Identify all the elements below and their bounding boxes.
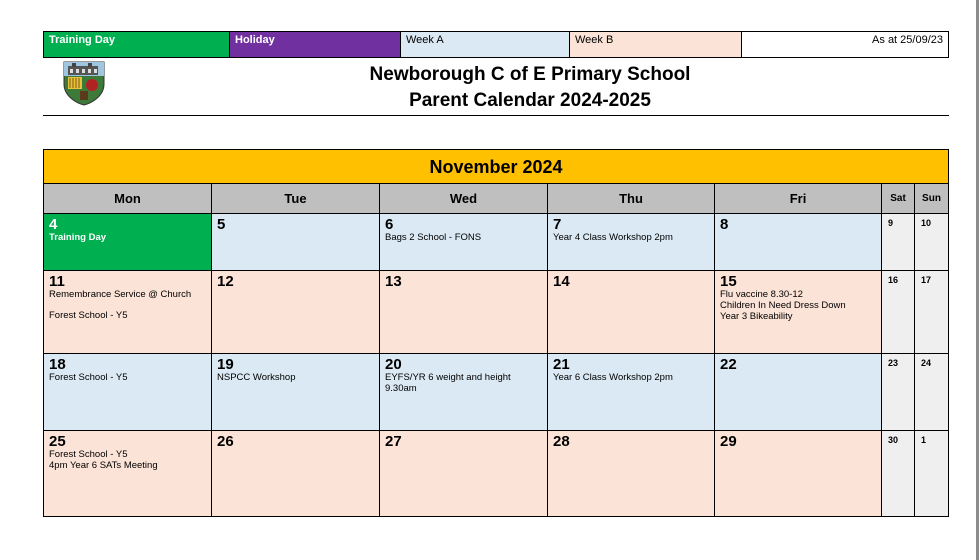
calendar-event: Year 6 Class Workshop 2pm bbox=[553, 372, 673, 383]
page-title bbox=[250, 62, 810, 114]
day-cell-22 bbox=[715, 354, 881, 430]
weekday-header-wed: Wed bbox=[380, 184, 547, 213]
calendar-event: EYFS/YR 6 weight and height 9.30am bbox=[385, 372, 511, 394]
day-cell-5 bbox=[212, 214, 379, 270]
day-cell-28 bbox=[548, 431, 714, 516]
day-cell-19 bbox=[212, 354, 379, 430]
legend-week-b: Week B bbox=[570, 32, 742, 57]
weekday-header-sun: Sun bbox=[915, 184, 948, 213]
calendar-event: Year 3 Bikeability bbox=[720, 311, 793, 322]
legend-training-day: Training Day bbox=[44, 32, 230, 57]
calendar-event: Remembrance Service @ Church bbox=[49, 289, 192, 300]
day-number: 14 bbox=[553, 273, 570, 290]
header-divider bbox=[43, 115, 949, 116]
weekday-header-fri: Fri bbox=[715, 184, 881, 213]
day-number: 22 bbox=[720, 356, 737, 373]
month-title: November 2024 bbox=[44, 150, 948, 183]
weekday-header-thu: Thu bbox=[548, 184, 714, 213]
day-number: 5 bbox=[217, 216, 226, 233]
day-number: 18 bbox=[49, 356, 66, 373]
calendar-event: 4pm Year 6 SATs Meeting bbox=[49, 460, 158, 471]
calendar-event: Forest School - Y5 bbox=[49, 449, 128, 460]
day-number: 24 bbox=[921, 358, 932, 368]
day-number: 25 bbox=[49, 433, 66, 450]
as-at-date: As at 25/09/23 bbox=[742, 32, 948, 57]
day-cell-17 bbox=[915, 271, 948, 353]
day-number: 27 bbox=[385, 433, 402, 450]
day-cell-20 bbox=[380, 354, 547, 430]
day-cell-7 bbox=[548, 214, 714, 270]
day-number: 26 bbox=[217, 433, 234, 450]
weekday-header-sat: Sat bbox=[882, 184, 914, 213]
day-cell-16 bbox=[882, 271, 914, 353]
school-crest-icon bbox=[62, 60, 106, 106]
day-cell-29 bbox=[715, 431, 881, 516]
calendar-title: Parent Calendar 2024-2025 bbox=[409, 90, 651, 111]
day-cell-24 bbox=[915, 354, 948, 430]
day-cell-14 bbox=[548, 271, 714, 353]
day-cell-18 bbox=[44, 354, 211, 430]
day-cell-30 bbox=[882, 431, 914, 516]
day-number: 17 bbox=[921, 275, 932, 285]
calendar-event: Year 4 Class Workshop 2pm bbox=[553, 232, 673, 243]
calendar-event: NSPCC Workshop bbox=[217, 372, 296, 383]
calendar-event: Bags 2 School - FONS bbox=[385, 232, 482, 243]
day-cell-23 bbox=[882, 354, 914, 430]
day-number: 23 bbox=[888, 358, 899, 368]
day-cell-10 bbox=[915, 214, 948, 270]
day-cell-26 bbox=[212, 431, 379, 516]
day-number: 21 bbox=[553, 356, 570, 373]
day-number: 30 bbox=[888, 435, 899, 445]
day-cell-4 bbox=[44, 214, 211, 270]
day-cell-9 bbox=[882, 214, 914, 270]
weekday-header-tue: Tue bbox=[212, 184, 379, 213]
day-number: 16 bbox=[888, 275, 899, 285]
calendar-event: Children In Need Dress Down bbox=[720, 300, 846, 311]
day-cell-6 bbox=[380, 214, 547, 270]
day-number: 8 bbox=[720, 216, 729, 233]
month-calendar bbox=[43, 149, 949, 517]
day-cell-11 bbox=[44, 271, 211, 353]
legend-holiday: Holiday bbox=[230, 32, 401, 57]
day-number: 11 bbox=[49, 273, 65, 290]
legend-week-a: Week A bbox=[401, 32, 570, 57]
calendar-event: Flu vaccine 8.30-12 bbox=[720, 289, 803, 300]
day-cell-27 bbox=[380, 431, 547, 516]
day-number: 28 bbox=[553, 433, 570, 450]
school-name: Newborough C of E Primary School bbox=[369, 64, 691, 85]
day-number: 7 bbox=[553, 216, 562, 233]
weekday-header-mon: Mon bbox=[44, 184, 211, 213]
calendar-event: Forest School - Y5 bbox=[49, 310, 128, 321]
day-number: 4 bbox=[49, 216, 58, 233]
legend-bar bbox=[43, 31, 949, 58]
day-cell-12 bbox=[212, 271, 379, 353]
day-cell-25 bbox=[44, 431, 211, 516]
day-number: 12 bbox=[217, 273, 234, 290]
day-number: 6 bbox=[385, 216, 394, 233]
day-cell-21 bbox=[548, 354, 714, 430]
day-cell-1 bbox=[915, 431, 948, 516]
day-cell-8 bbox=[715, 214, 881, 270]
day-number: 29 bbox=[720, 433, 737, 450]
day-number: 1 bbox=[921, 435, 927, 445]
calendar-event: Forest School - Y5 bbox=[49, 372, 128, 383]
day-number: 13 bbox=[385, 273, 402, 290]
day-number: 19 bbox=[217, 356, 234, 373]
day-cell-13 bbox=[380, 271, 547, 353]
calendar-event: Training Day bbox=[49, 232, 107, 243]
day-number: 15 bbox=[720, 273, 737, 290]
day-number: 10 bbox=[921, 218, 932, 228]
day-number: 20 bbox=[385, 356, 402, 373]
day-cell-15 bbox=[715, 271, 881, 353]
day-number: 9 bbox=[888, 218, 894, 228]
